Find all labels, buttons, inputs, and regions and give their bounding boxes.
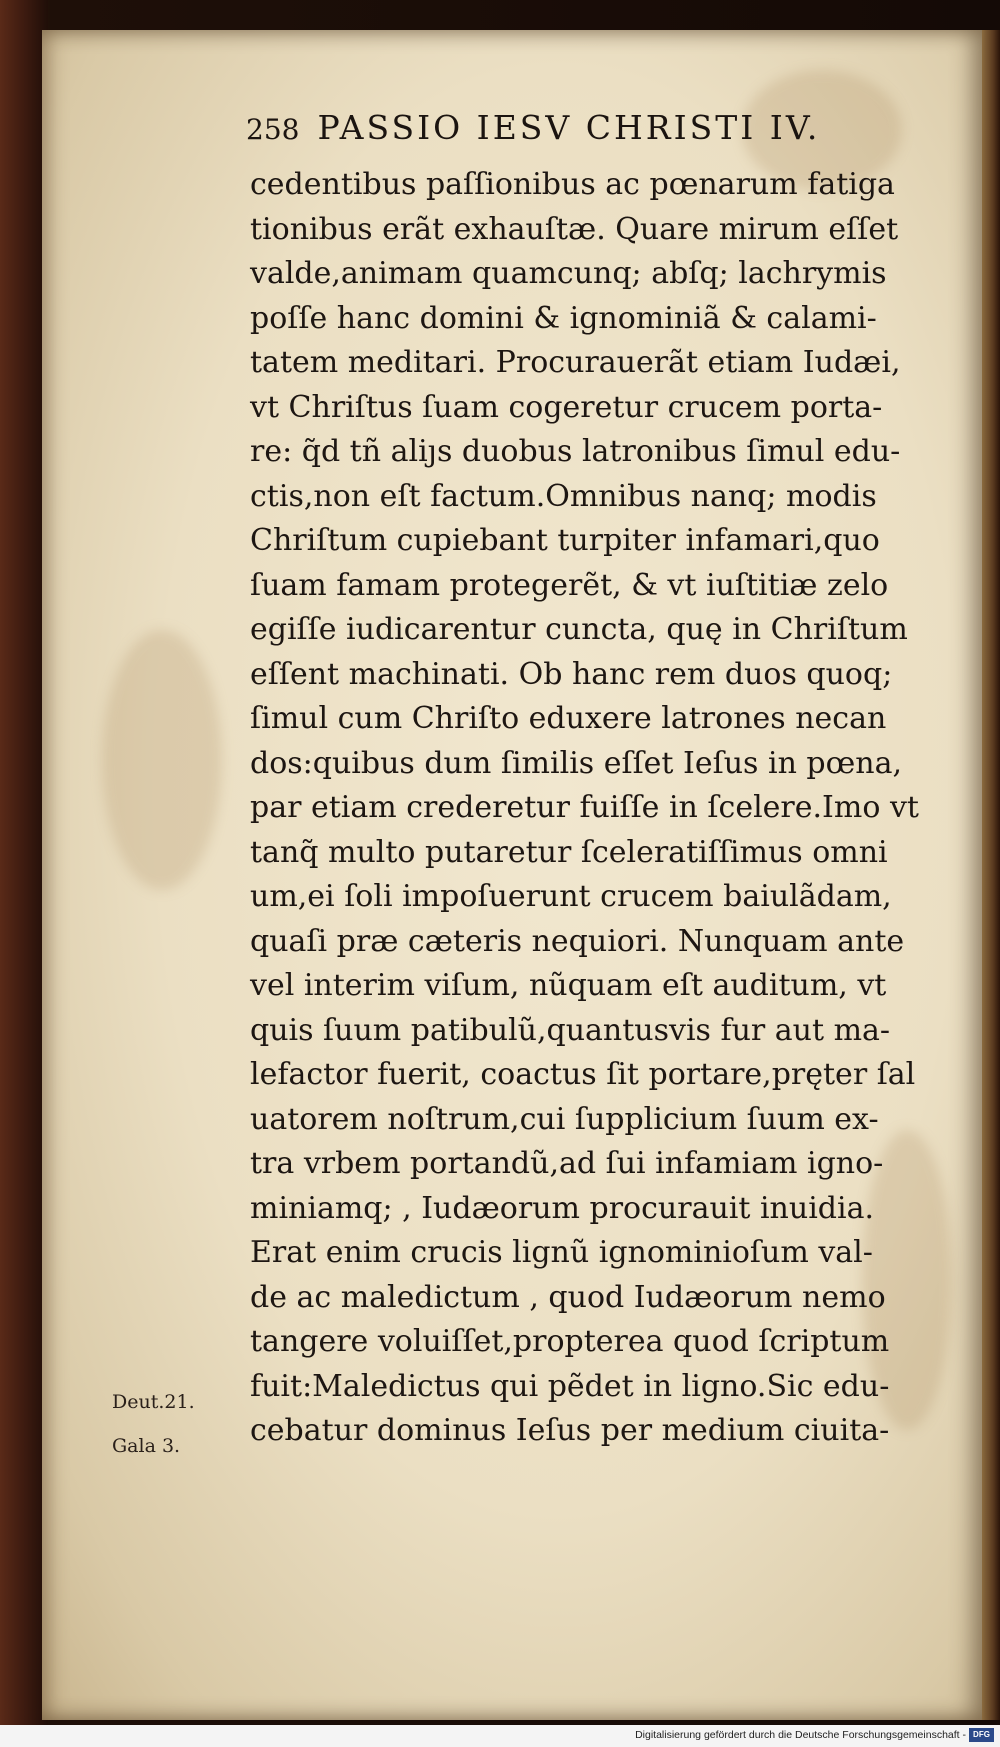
text-line: egiſſe iudicarentur cuncta, quę in Chriſtum <box>250 612 908 647</box>
text-line: quis ſuum patibulũ,quantusvis fur aut ma- <box>250 1012 891 1048</box>
text-line: tra vrbem portandũ,ad ſui infamiam igno- <box>250 1146 884 1181</box>
text-line: vel interim viſum, nũquam eſt auditum, vt <box>250 968 887 1003</box>
running-head <box>246 108 820 147</box>
text-line: ſimul cum Chriſto eduxere latrones necan <box>250 701 887 736</box>
text-line: cebatur dominus Ieſus per medium ciuita- <box>250 1413 890 1448</box>
text-line: tangere voluiſſet,propterea quod ſcriptum <box>250 1324 890 1359</box>
text-line: cedentibus paſſionibus ac pœnarum fatiga <box>250 167 895 202</box>
text-line: miniamq; , Iudæorum procurauit inuidia. <box>250 1190 875 1226</box>
page-number: 258 <box>246 113 300 146</box>
text-line: uatorem noſtrum,cui ſupplicium ſuum ex- <box>250 1101 879 1137</box>
text-line: par etiam crederetur fuiſſe in ſcelere.Imo vt <box>250 790 919 825</box>
marginal-reference: Deut.21. <box>112 1391 195 1413</box>
text-line: tanq̃ multo putaretur ſceleratiſſimus omni <box>250 834 888 870</box>
text-line: quaſi præ cæteris nequiori. Nunquam ante <box>250 923 905 959</box>
text-line: ctis,non eſt factum.Omnibus nanq; modis <box>250 478 877 514</box>
text-line: de ac maledictum , quod Iudæorum nemo <box>250 1279 886 1315</box>
text-line: tatem meditari. Procurauerãt etiam Iudæi, <box>250 345 901 380</box>
digitization-credit: Digitalisierung gefördert durch die Deutsche Forschungsgemeinschaft - <box>635 1729 966 1741</box>
text-line: tionibus erãt exhauſtæ. Quare mirum eſſet <box>250 211 899 247</box>
text-line: Erat enim crucis lignũ ignominioſum val- <box>250 1235 873 1270</box>
text-line: Chriſtum cupiebant turpiter infamari,quo <box>250 523 880 558</box>
marginal-notes <box>112 1380 195 1468</box>
text-line: valde,animam quamcunq; abſq; lachrymis <box>250 256 887 291</box>
dfg-logo: DFG <box>969 1728 994 1742</box>
text-line: vt Chriſtus ſuam cogeretur crucem porta- <box>250 389 883 425</box>
text-line: re: q̃d tñ aliȷs duobus latronibus ſimul edu- <box>250 434 901 469</box>
text-line: um,ei ſoli impoſuerunt crucem baiulãdam, <box>250 879 892 914</box>
running-head-title: PASSIO IESV CHRISTI IV. <box>317 108 821 147</box>
text-line: fuit:Maledictus qui pẽdet in ligno.Sic edu- <box>250 1368 890 1404</box>
text-line: poſſe hanc domini & ignominiã & calami- <box>250 300 877 336</box>
text-line: dos:quibus dum ſimilis eſſet Ieſus in pœna, <box>250 745 903 781</box>
paper-stain <box>102 630 222 890</box>
page-edge-right <box>982 30 1000 1720</box>
text-line: eſſent machinati. Ob hanc rem duos quoq; <box>250 656 893 692</box>
marginal-reference: Gala 3. <box>112 1435 181 1457</box>
text-line: lefactor fuerit, coactus ſit portare,pręter ſal <box>250 1057 916 1092</box>
text-line: ſuam famam protegerẽt, & vt iuſtitiæ zelo <box>250 567 889 603</box>
book-binding-left <box>0 0 48 1747</box>
body-text-block <box>250 163 950 1454</box>
